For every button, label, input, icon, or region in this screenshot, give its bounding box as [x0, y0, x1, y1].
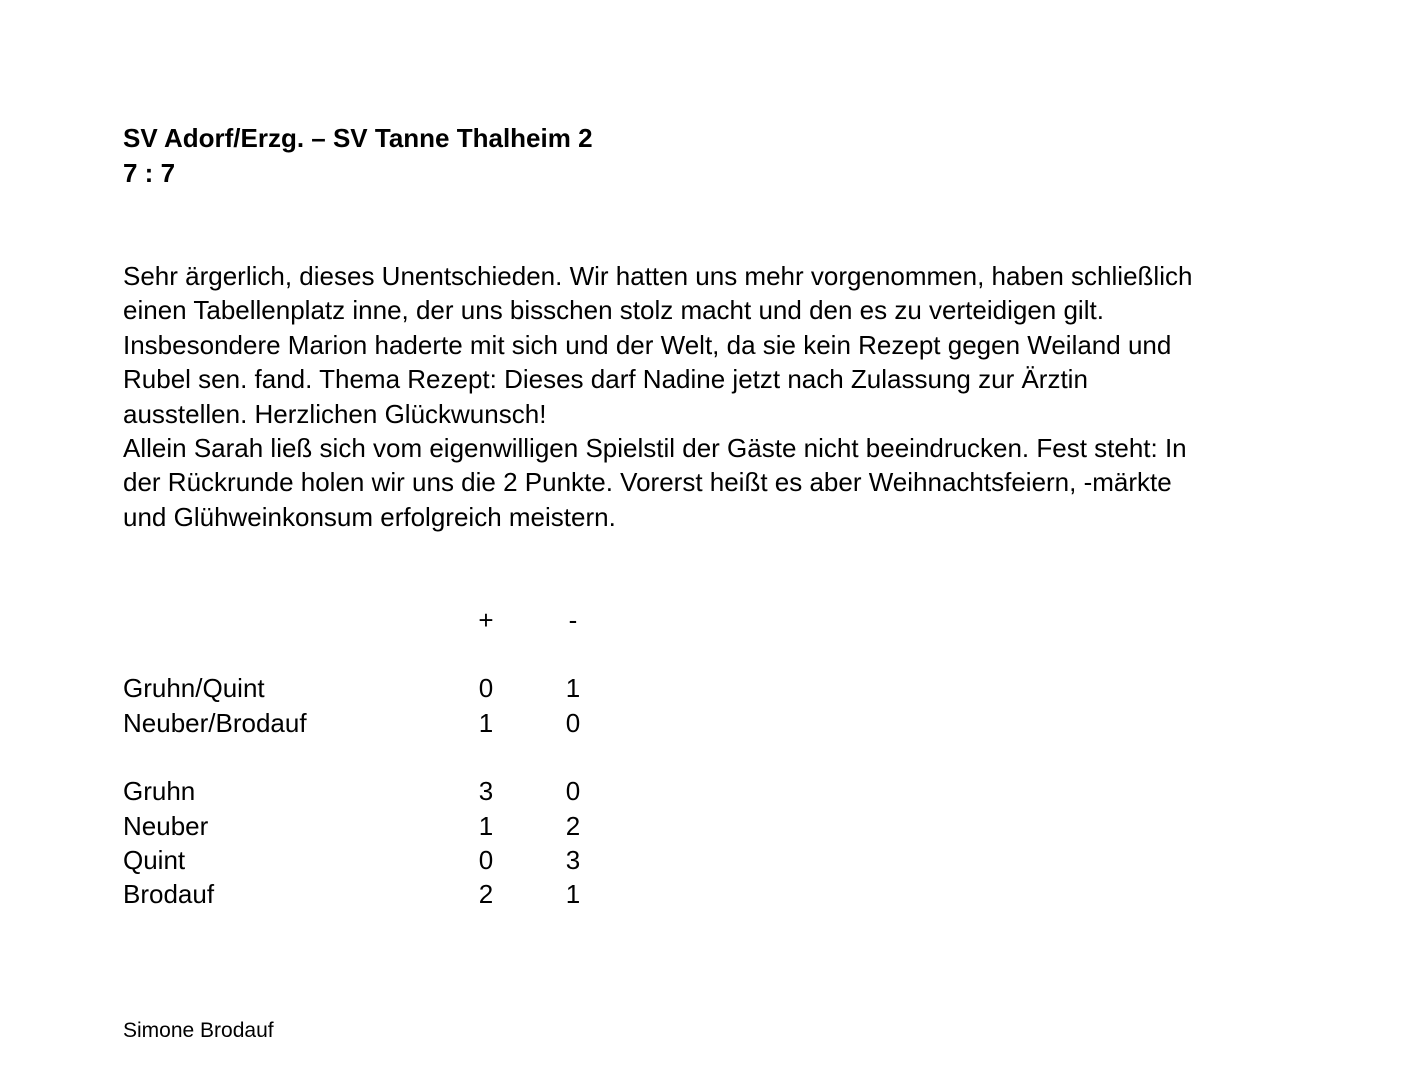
report-line: einen Tabellenplatz inne, der uns bisschen stolz macht und den es zu verteidigen gilt. — [123, 295, 1104, 326]
report-line: Insbesondere Marion haderte mit sich und der Welt, da sie kein Rezept gegen Weiland und — [123, 329, 1172, 360]
player-wins: 3 — [478, 776, 494, 806]
player-wins: 2 — [478, 879, 494, 909]
report-line: ausstellen. Herzlichen Glückwunsch! — [123, 398, 547, 429]
match-title: SV Adorf/Erzg. – SV Tanne Thalheim 2 — [123, 123, 593, 153]
player-losses: 0 — [565, 776, 581, 806]
report-line: der Rückrunde holen wir uns die 2 Punkte. Vorerst heißt es aber Weihnachtsfeiern, -märkte — [123, 467, 1172, 498]
player-wins: 1 — [478, 708, 494, 738]
player-wins: 0 — [478, 845, 494, 875]
player-losses: 0 — [565, 708, 581, 738]
report-line: Rubel sen. fand. Thema Rezept: Dieses darf Nadine jetzt nach Zulassung zur Ärztin — [123, 364, 1088, 395]
player-losses: 3 — [565, 845, 581, 875]
player-name: Gruhn — [123, 776, 196, 806]
player-wins: 1 — [478, 811, 494, 841]
match-score: 7 : 7 — [123, 158, 176, 188]
header-plus: + — [478, 605, 494, 635]
player-name: Neuber/Brodauf — [123, 708, 307, 738]
report-line: Sehr ärgerlich, dieses Unentschieden. Wir hatten uns mehr vorgenommen, haben schließlich — [123, 261, 1193, 291]
player-losses: 1 — [565, 673, 581, 703]
player-losses: 2 — [565, 811, 581, 841]
results-table — [123, 0, 723, 1092]
report-line: Allein Sarah ließ sich vom eigenwilligen Spielstil der Gäste nicht beeindrucken. Fest steht: In — [123, 433, 1187, 464]
player-name: Neuber — [123, 811, 209, 841]
header-minus: - — [568, 605, 578, 635]
player-name: Gruhn/Quint — [123, 673, 265, 703]
player-name: Quint — [123, 845, 186, 875]
player-name: Brodauf — [123, 879, 215, 909]
author-name: Simone Brodauf — [123, 1019, 274, 1042]
report-line: und Glühweinkonsum erfolgreich meistern. — [123, 501, 616, 532]
player-wins: 0 — [478, 673, 494, 703]
player-losses: 1 — [565, 879, 581, 909]
